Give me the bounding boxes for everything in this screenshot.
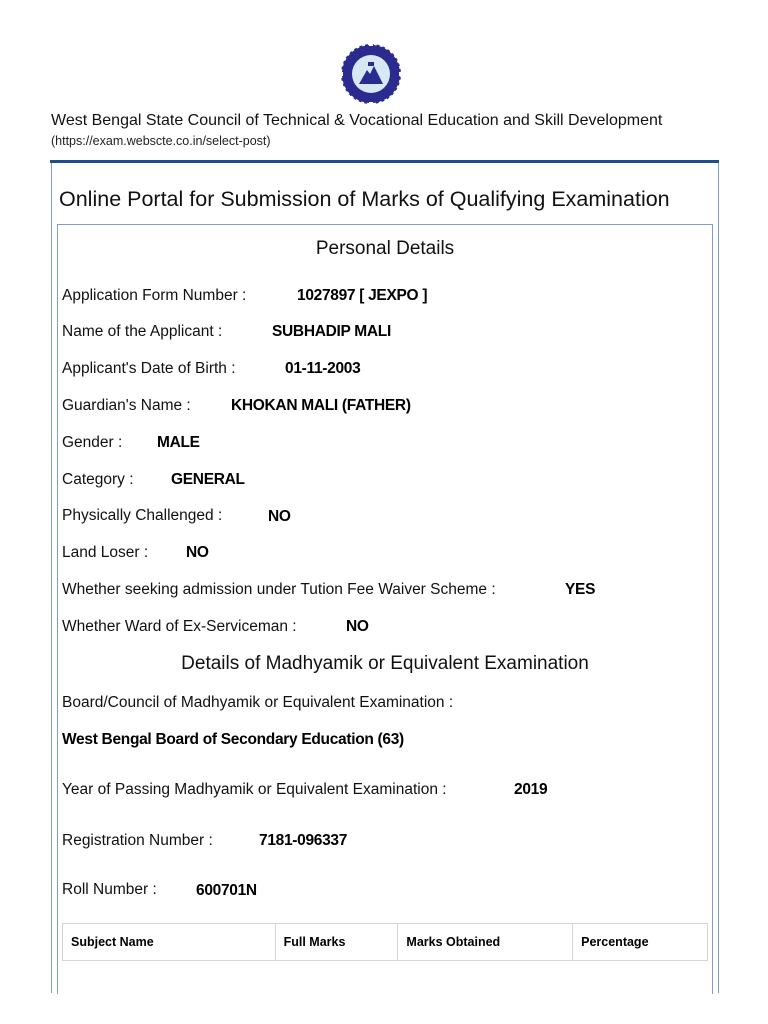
portal-title: Online Portal for Submission of Marks of Qualifying Examination (59, 187, 670, 211)
gender-label: Gender : (62, 434, 123, 451)
applicant-name-label: Name of the Applicant : (62, 323, 223, 340)
year-of-passing-value: 2019 (514, 781, 548, 798)
roll-number-value: 600701N (196, 882, 257, 899)
ex-serviceman-value: NO (346, 618, 369, 635)
fee-waiver-label: Whether seeking admission under Tution Fee Waiver Scheme : (62, 581, 496, 598)
madhyamik-details-title: Details of Madhyamik or Equivalent Examination (181, 653, 589, 674)
marks-table-header-row (63, 924, 708, 961)
board-label: Board/Council of Madhyamik or Equivalent Examination : (62, 694, 454, 711)
year-of-passing-label: Year of Passing Madhyamik or Equivalent Examination : (62, 781, 447, 798)
registration-number-label: Registration Number : (62, 832, 213, 849)
percentage-header: Percentage (573, 924, 708, 961)
roll-number-label: Roll Number : (62, 881, 157, 898)
organization-name: West Bengal State Council of Technical & Vocational Education and Skill Development (51, 112, 663, 129)
fee-waiver-value: YES (565, 581, 596, 598)
ex-serviceman-label: Whether Ward of Ex-Serviceman : (62, 618, 297, 635)
land-loser-label: Land Loser : (62, 544, 149, 561)
applicant-name-value: SUBHADIP MALI (272, 323, 391, 340)
physically-challenged-value: NO (268, 508, 291, 525)
physically-challenged-label: Physically Challenged : (62, 507, 223, 524)
date-of-birth-value: 01-11-2003 (285, 360, 361, 377)
application-form-number-label: Application Form Number : (62, 287, 247, 304)
guardian-name-value: KHOKAN MALI (FATHER) (231, 397, 411, 414)
full-marks-header: Full Marks (275, 924, 398, 961)
category-label: Category : (62, 471, 134, 488)
organization-url[interactable]: (https://exam.webscte.co.in/select-post) (51, 134, 271, 148)
land-loser-value: NO (186, 544, 209, 561)
subject-name-header: Subject Name (63, 924, 276, 961)
council-logo (337, 40, 405, 108)
personal-details-title: Personal Details (315, 238, 455, 259)
marks-table (62, 923, 708, 961)
board-value: West Bengal Board of Secondary Education (63) (62, 731, 404, 748)
application-form-number-value: 1027897 [ JEXPO ] (297, 287, 428, 304)
registration-number-value: 7181-096337 (259, 832, 348, 849)
gender-value: MALE (157, 434, 200, 451)
guardian-name-label: Guardian's Name : (62, 397, 191, 414)
marks-obtained-header: Marks Obtained (398, 924, 573, 961)
date-of-birth-label: Applicant's Date of Birth : (62, 360, 236, 377)
category-value: GENERAL (171, 471, 245, 488)
